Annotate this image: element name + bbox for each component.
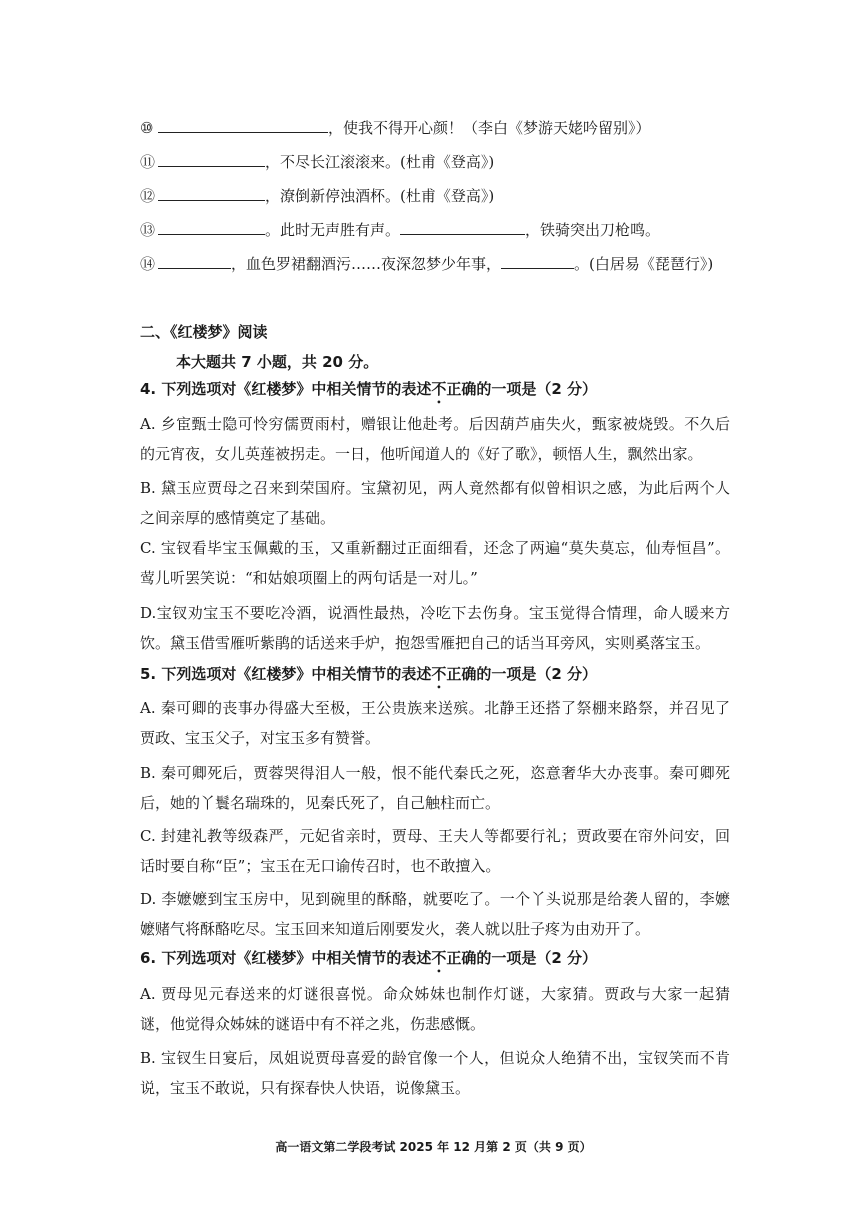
item-number: ⑪ — [140, 153, 156, 171]
answer-blank[interactable] — [158, 118, 328, 133]
item-number: ⑫ — [140, 187, 156, 205]
blank-line-10 — [140, 118, 740, 138]
answer-blank[interactable] — [158, 220, 265, 235]
q5-option-c[interactable]: C. 封建礼教等级森严，元妃省亲时，贾母、王夫人等都要行礼；贾政要在帘外问安，回话时要自称“臣”；宝玉在无口谕传召时，也不敢擅入。 — [140, 827, 730, 875]
stem-text: 5. 下列选项对《红楼梦》中相关情节的表述 — [140, 665, 432, 683]
section-intro: 本大题共 7 小题，共 20 分。 — [176, 353, 379, 371]
answer-blank[interactable] — [501, 254, 574, 269]
answer-blank[interactable] — [158, 254, 231, 269]
question-5-stem — [140, 664, 740, 692]
line-text: ，不尽长江滚滚来。(杜甫《登高》) — [265, 153, 495, 171]
answer-blank[interactable] — [158, 152, 265, 167]
q6-option-b[interactable]: B. 宝钗生日宴后，凤姐说贾母喜爱的龄官像一个人，但说众人绝猜不出，宝钗笑而不肯说，宝玉不敢说，只有探春快人快语，说像黛玉。 — [140, 1049, 730, 1097]
blank-line-14 — [140, 254, 740, 274]
blank-line-12 — [140, 186, 740, 206]
stem-text: 正确的一项是（2 分） — [446, 665, 598, 683]
q6-option-a[interactable]: A. 贾母见元春送来的灯谜很喜悦。命众姊妹也制作灯谜，大家猜。贾政与大家一起猜谜，他觉得众姊妹的谜语中有不祥之兆，伤悲感慨。 — [140, 985, 730, 1033]
answer-blank[interactable] — [158, 186, 265, 201]
q4-option-c[interactable]: C. 宝钗看毕宝玉佩戴的玉，又重新翻过正面细看，还念了两遍“莫失莫忘，仙寿恒昌”。莺儿听罢笑说：“和姑娘项圈上的两句话是一对儿。” — [140, 539, 730, 587]
q5-option-a[interactable]: A. 秦可卿的丧事办得盛大至极，王公贵族来送殡。北静王还搭了祭棚来路祭，并召见了贾政、宝玉父子，对宝玉多有赞誉。 — [140, 699, 730, 747]
emphasized-char: 不 — [431, 380, 447, 398]
section-title: 二、《红楼梦》阅读 — [140, 323, 268, 341]
line-text: 。(白居易《琵琶行》) — [574, 255, 714, 273]
answer-blank[interactable] — [400, 220, 525, 235]
q5-option-b[interactable]: B. 秦可卿死后，贾蓉哭得泪人一般，恨不能代秦氏之死，恣意奢华大办丧事。秦可卿死后，她的丫鬟名瑞珠的，见秦氏死了，自己触柱而亡。 — [140, 764, 730, 812]
emphasized-char: 不 — [431, 665, 447, 683]
q4-option-a[interactable]: A. 乡宦甄士隐可怜穷儒贾雨村，赠银让他赴考。后因葫芦庙失火，甄家被烧毁。不久后的元宵夜，女儿英莲被拐走。一日，他听闻道人的《好了歌》，顿悟人生，飘然出家。 — [140, 415, 730, 463]
question-6-stem — [140, 948, 740, 976]
item-number: ⑬ — [140, 221, 156, 239]
stem-text: 4. 下列选项对《红楼梦》中相关情节的表述 — [140, 380, 432, 398]
line-text: ，使我不得开心颜！（李白《梦游天姥吟留别》） — [328, 119, 651, 137]
line-text: 。此时无声胜有声。 — [265, 221, 401, 239]
stem-text: 正确的一项是（2 分） — [446, 949, 598, 967]
blank-line-11 — [140, 152, 740, 172]
blank-line-13 — [140, 220, 740, 240]
q4-option-d[interactable]: D.宝钗劝宝玉不要吃冷酒，说酒性最热，冷吃下去伤身。宝玉觉得合情理，命人暖来方饮。黛玉借雪雁听紫鹃的话送来手炉，抱怨雪雁把自己的话当耳旁风，实则奚落宝玉。 — [140, 604, 730, 652]
stem-text: 正确的一项是（2 分） — [446, 380, 598, 398]
emphasized-char: 不 — [431, 949, 447, 967]
line-text: ，血色罗裙翻酒污……夜深忽梦少年事， — [231, 255, 502, 273]
line-text: ，铁骑突出刀枪鸣。 — [525, 221, 661, 239]
page-footer: 高一语文第二学段考试 2025 年 12 月第 2 页（共 9 页） — [275, 1140, 592, 1154]
q5-option-d[interactable]: D. 李嬷嬷到宝玉房中，见到碗里的酥酪，就要吃了。一个丫头说那是给袭人留的，李嬷嬷赌气将酥酪吃尽。宝玉回来知道后刚要发火，袭人就以肚子疼为由劝开了。 — [140, 890, 730, 938]
item-number: ⑩ — [140, 119, 154, 137]
question-4-stem — [140, 379, 740, 407]
item-number: ⑭ — [140, 255, 156, 273]
stem-text: 6. 下列选项对《红楼梦》中相关情节的表述 — [140, 949, 432, 967]
line-text: ，潦倒新停浊酒杯。(杜甫《登高》) — [265, 187, 495, 205]
q4-option-b[interactable]: B. 黛玉应贾母之召来到荣国府。宝黛初见，两人竟然都有似曾相识之感，为此后两个人之间亲厚的感情奠定了基础。 — [140, 479, 730, 527]
